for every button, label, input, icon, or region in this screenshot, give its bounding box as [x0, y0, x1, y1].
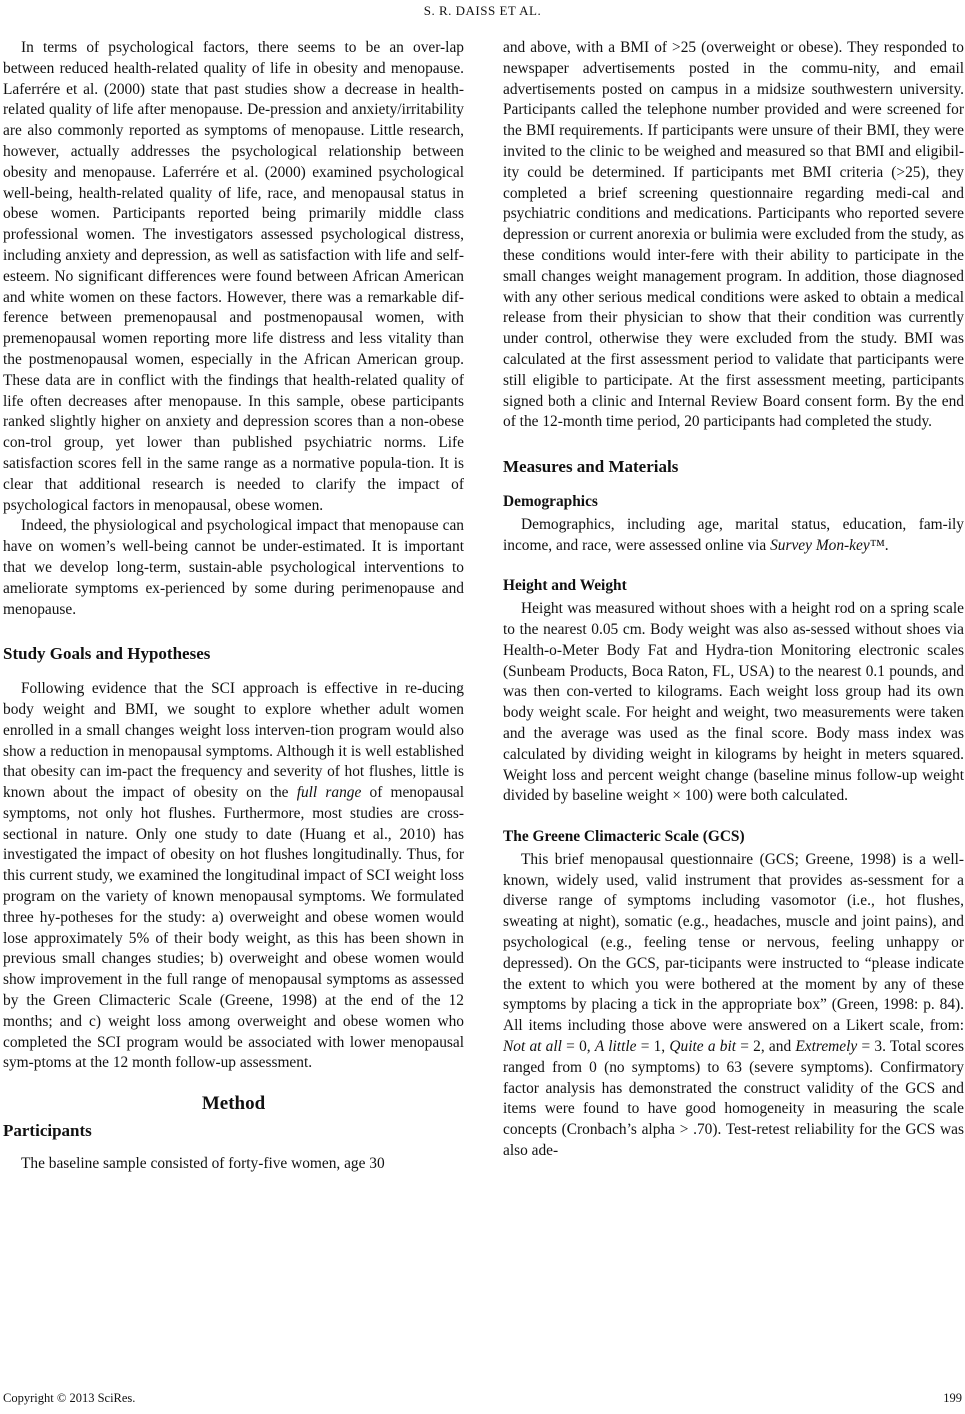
paragraph-demographics — [503, 515, 964, 557]
gcs-text-2: = 1, — [636, 1038, 670, 1056]
gcs-text-3: = 2, and — [736, 1038, 796, 1056]
demo-text-b: . — [884, 536, 889, 554]
running-head: S. R. DAISS ET AL. — [423, 3, 542, 18]
paragraph-impact: Indeed, the physiological and psychological impact that menopause can have on women’s well-being cannot be under-estimated. It is important that we develop long-term, sustain-able psychological interventions to ameliorate symptoms ex-perienced by some during perimenopause and menopause. — [3, 517, 464, 618]
right-column — [503, 38, 964, 1162]
goals-emphasis: full range — [296, 784, 362, 802]
paragraph-participants-start: The baseline sample consisted of forty-five women, age 30 — [21, 1154, 385, 1172]
gcs-emphasis-2: A little — [594, 1038, 637, 1056]
goals-text-b: of menopausal symptoms, not only hot flushes. Furthermore, most studies are cross-sectional in nature. Only one study to date (Huang et al., 2010) has investigated the impact of obesity on hot flushes longitudinally. Thus, for this current study, we examined the longitudinal impact of SCI weight loss program on the variety of known menopausal symptoms. We formulated three hy-potheses for the study: a) overweight and obese women would lose approximately 5% of their body weight, as this has been shown in previous small changes studies; b) overweight and obese women would show improvement in the full range of menopausal symptoms as assessed by the Green Climacteric Scale (Greene, 1998) at the end of the 12 months; and c) weight loss among overweight and obese women who completed the SCI program would be associated with lower menopausal sym-ptoms at the 12 month follow-up assessment. — [3, 784, 465, 1072]
demo-text-a: Demographics, including age, marital status, education, fam-ily income, and race, were assessed online via — [503, 515, 964, 554]
heading-measures: Measures and Materials — [503, 457, 679, 477]
heading-participants: Participants — [3, 1121, 92, 1141]
heading-study-goals: Study Goals and Hypotheses — [3, 644, 211, 664]
paragraph-height-weight: Height was measured without shoes with a height rod on a spring scale to the nearest 0.05 cm. Body weight was also as-sessed without shoes via Health-o-Meter Body Fat and Hydra-tion Monitoring electronic scales (Sunbeam Products, Boca Raton, FL, USA) to the nearest 0.1 pounds, and was then con-verted to kilograms. Each weight loss group had its own body weight scale. For height and weight, two measurements were taken and the average was used as the final score. Body mass index was calculated by dividing weight in kilograms by height in meters squared. Weight loss and percent weight change (baseline minus follow-up weight divided by baseline weight × 100) were both calculated. — [503, 600, 964, 805]
paragraph-psych-factors: In terms of psychological factors, there seems to be an over-lap between reduced health-related quality of life in obesity and menopause. Laferrére et al. (2000) state that past studies show a decrease in health-related quality of life after menopause. De-pression and anxiety/irritability are also commonly reported as symptoms of menopause. Little research, however, actually addresses the psychological relationship between obesity and menopause. Laferrére et al. (2000) examined psychological well-being, health-related quality of life, race, and menopausal status in obese women. Participants reported being primarily middle class professional women. The investigators assessed psychological distress, including anxiety and depression, as well as satisfaction with life and self-esteem. No significant differences were found between African American and white women on these factors. However, there was a remarkable dif-ference between premenopausal and postmenopausal women, with premenopausal women reporting more life distress and less vitality than the postmenopausal women, especially in the African American group. These data are in conflict with the findings that health-related quality of life often decreases after menopause. In this sample, obese participants ranked slightly higher on anxiety and depression scores than a non-obese con-trol group, yet lower than published psychiatric norms. Life satisfaction scores fell in the same range as a normative popula-tion. It is clear that additional research is needed to clarify the impact of psychological factors in menopausal, obese women. — [3, 39, 464, 514]
goals-text-a: Following evidence that the SCI approach is effective in re-ducing body weight and BMI, we sought to explore whether adult women enrolled in a small changes weight loss interven-tion program would also show a reduction in menopausal symptoms. Although it is well established that obesity can im-pact the frequency and severity of hot flushes, little is known about the impact of obesity on the — [3, 680, 464, 802]
paragraph-gcs — [503, 850, 964, 1162]
heading-method: Method — [201, 1093, 266, 1115]
heading-height-weight: Height and Weight — [503, 577, 627, 595]
page-footer — [0, 1391, 965, 1413]
demo-emphasis: Survey Mon-key™ — [770, 536, 885, 554]
paragraph-goals — [3, 679, 464, 1074]
gcs-text-b: = 3. Total scores ranged from 0 (no symptoms) to 63 (severe symptoms). Confirmatory factor analysis has demonstrated the construct validity of the GCS and items were found to have good homogeneity in measuring the scale concepts (Cronbach’s alpha > .70). Test-retest reliability for the GCS was also ade- — [503, 1038, 964, 1160]
gcs-emphasis-4: Extremely — [795, 1038, 858, 1056]
copyright-notice: Copyright © 2013 SciRes. — [3, 1391, 136, 1405]
paragraph-participants-cont: and above, with a BMI of >25 (overweight or obese). They responded to newspaper advertisements posted in the commu-nity, and email advertisements posted on campus in a midsize southwestern university. Participants called the telephone number provided and were screened for the BMI requirements. If participants were unsure of their BMI, they were invited to the clinic to be weighed and measured so that BMI and eligibil-ity could be determined. If participants met BMI criteria (>25), they completed a brief screening questionnaire regarding medi-cal and psychiatric conditions and medications. Participants who reported severe depression or current anorexia or bulimia were excluded from the study, as these conditions would inter-fere with their ability to participate in the small changes weight management program. In addition, those diagnosed with any other serious medical conditions were asked to obtain a medical release from their physician to show that their condition was currently under control, otherwise they were excluded from the study. BMI was calculated at the first assessment period to validate that participants were still eligible to participate. At the first assessment meeting, participants signed both a clinic and Internal Review Board consent form. By the end of the 12-month time period, 20 participants had completed the study. — [503, 39, 964, 431]
heading-demographics: Demographics — [503, 492, 598, 510]
gcs-emphasis-3: Quite a bit — [669, 1038, 736, 1056]
page-number: 199 — [943, 1391, 962, 1405]
gcs-text-a: This brief menopausal questionnaire (GCS; Greene, 1998) is a well-known, widely used, valid instrument that provides as-sessment for a diverse range of symptoms including vasomotor (i.e., hot flushes, sweating at night), somatic (e.g., headaches, muscle and joint pains), and psychological (e.g., feeling tense or nervous, feeling unhappy or depressed). On the GCS, par-ticipants were instructed to “please indicate the extent to which you were bothered at the moment by any of these symptoms by placing a tick in the appropriate box” (Green, 1998: p. 84). All items including those above were answered on a Likert scale, from: — [503, 850, 964, 1035]
gcs-emphasis-1: Not at all — [503, 1038, 562, 1056]
left-column — [3, 38, 464, 1175]
heading-gcs: The Greene Climacteric Scale (GCS) — [503, 828, 745, 846]
gcs-text-1: = 0, — [561, 1038, 595, 1056]
